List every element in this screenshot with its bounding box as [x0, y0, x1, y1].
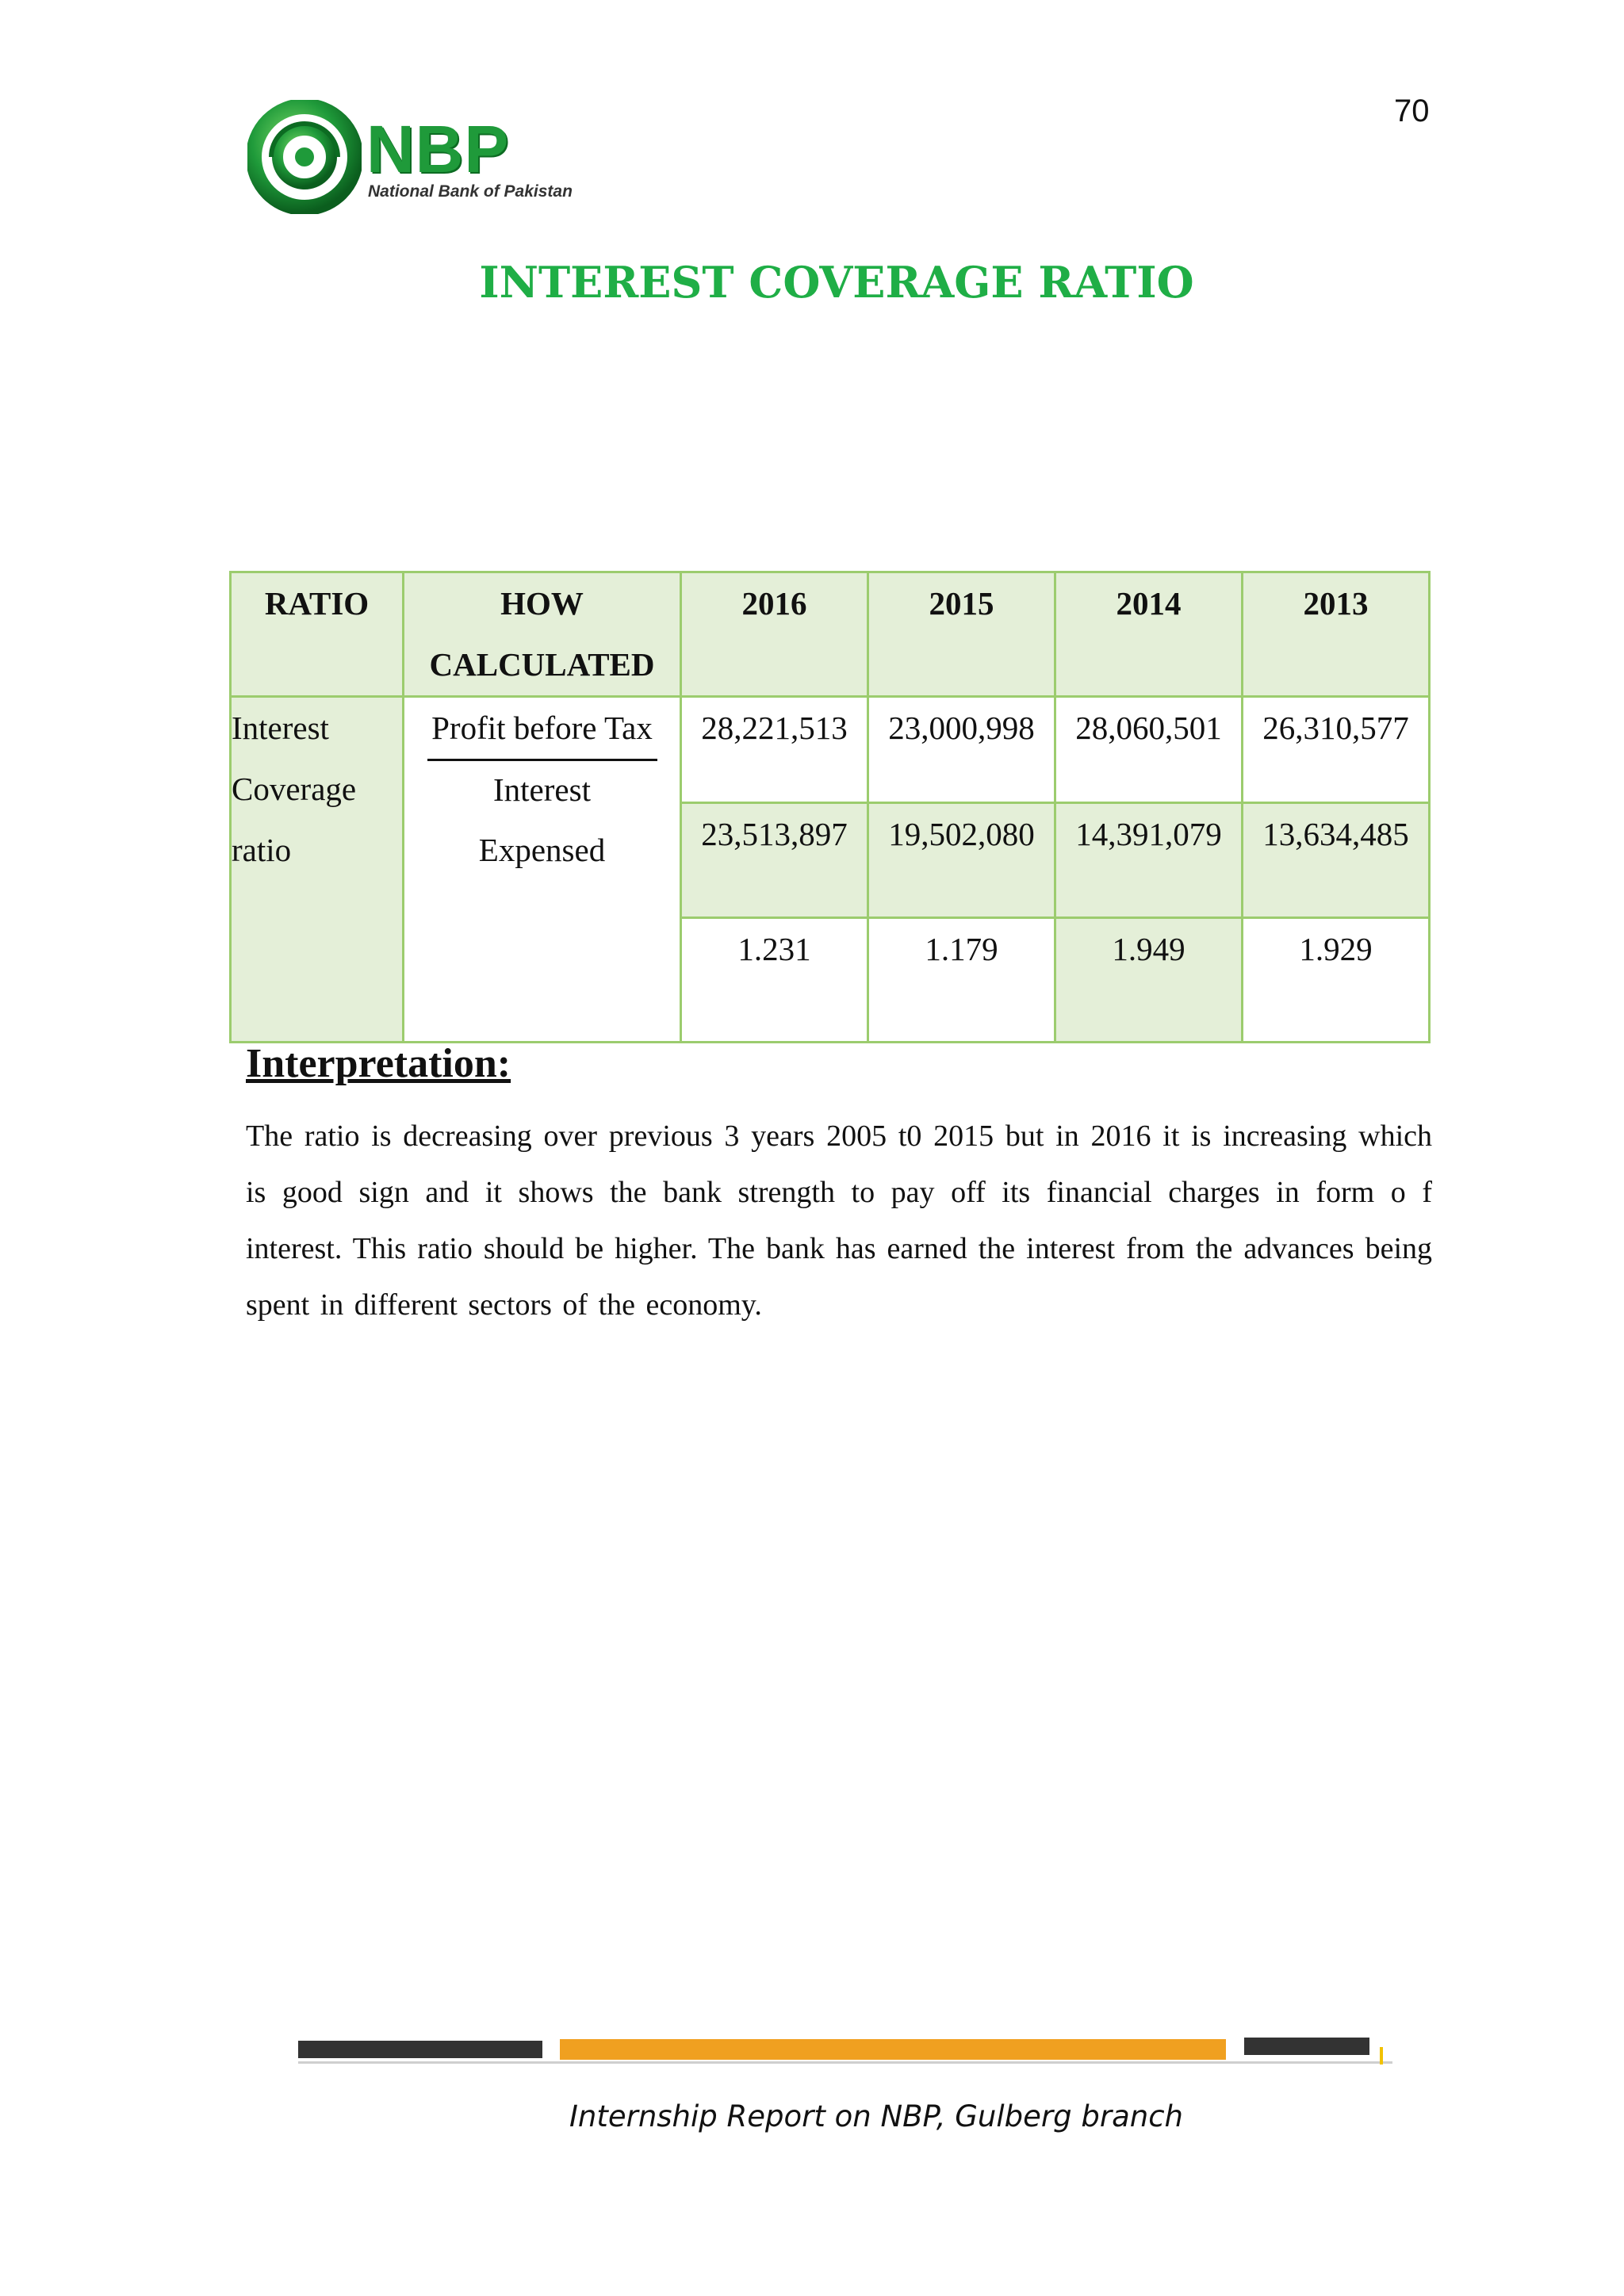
header-how-line1: HOW — [500, 585, 584, 622]
ratio-table — [229, 571, 1431, 1043]
footer-bar-dark — [1244, 2038, 1369, 2055]
header-ratio: RATIO — [231, 572, 404, 697]
footer-bar-dark — [298, 2041, 542, 2058]
header-year-2015: 2015 — [868, 572, 1055, 697]
logo-wordmark: NBP — [366, 112, 510, 186]
interest-2015: 19,502,080 — [868, 803, 1055, 918]
pbt-2015: 23,000,998 — [868, 697, 1055, 803]
footer-text: Internship Report on NBP, Gulberg branch — [569, 2099, 1183, 2133]
nbp-logo — [247, 100, 612, 219]
interest-2013: 13,634,485 — [1243, 803, 1430, 918]
ratio-2014: 1.949 — [1055, 918, 1243, 1043]
table-header-row — [231, 572, 1430, 697]
interpretation-heading: Interpretation: — [246, 1041, 511, 1086]
table-row — [231, 697, 1430, 803]
page-number: 70 — [1394, 94, 1430, 128]
ratio-label-line: ratio — [232, 832, 292, 868]
page-title: INTEREST COVERAGE RATIO — [479, 257, 1194, 308]
interest-2014: 14,391,079 — [1055, 803, 1243, 918]
nbp-ring-icon — [247, 100, 362, 214]
header-how-calculated — [404, 572, 681, 697]
formula-numerator: Profit before Tax — [431, 710, 653, 746]
formula-denominator-line2: Expensed — [478, 832, 606, 868]
footer-tick — [1380, 2047, 1383, 2064]
formula-denominator-line1: Interest — [493, 771, 591, 808]
ratio-label-cell — [231, 697, 404, 1043]
footer-bar-orange — [560, 2039, 1226, 2060]
pbt-2013: 26,310,577 — [1243, 697, 1430, 803]
footer-decoration — [298, 2038, 1392, 2069]
ratio-2013: 1.929 — [1243, 918, 1430, 1043]
header-year-2013: 2013 — [1243, 572, 1430, 697]
footer-rule — [298, 2061, 1392, 2064]
header-how-line2: CALCULATED — [429, 646, 655, 683]
header-year-2014: 2014 — [1055, 572, 1243, 697]
interest-2016: 23,513,897 — [681, 803, 868, 918]
pbt-2016: 28,221,513 — [681, 697, 868, 803]
pbt-2014: 28,060,501 — [1055, 697, 1243, 803]
ratio-label-line: Coverage — [232, 771, 357, 807]
ratio-label-line: Interest — [232, 710, 329, 746]
logo-subtitle: National Bank of Pakistan — [368, 182, 573, 201]
interpretation-body: The ratio is decreasing over previous 3 years 2005 t0 2015 but in 2016 it is increasing which is good sign and it shows the bank strength to pay off its financial charges in form o f interest. This ratio should be higher. The bank has earned the interest from the advances being spent in different sectors of the economy. — [246, 1119, 1432, 1322]
header-year-2016: 2016 — [681, 572, 868, 697]
ratio-2016: 1.231 — [681, 918, 868, 1043]
how-calculated-cell — [404, 697, 681, 1043]
ratio-2015: 1.179 — [868, 918, 1055, 1043]
